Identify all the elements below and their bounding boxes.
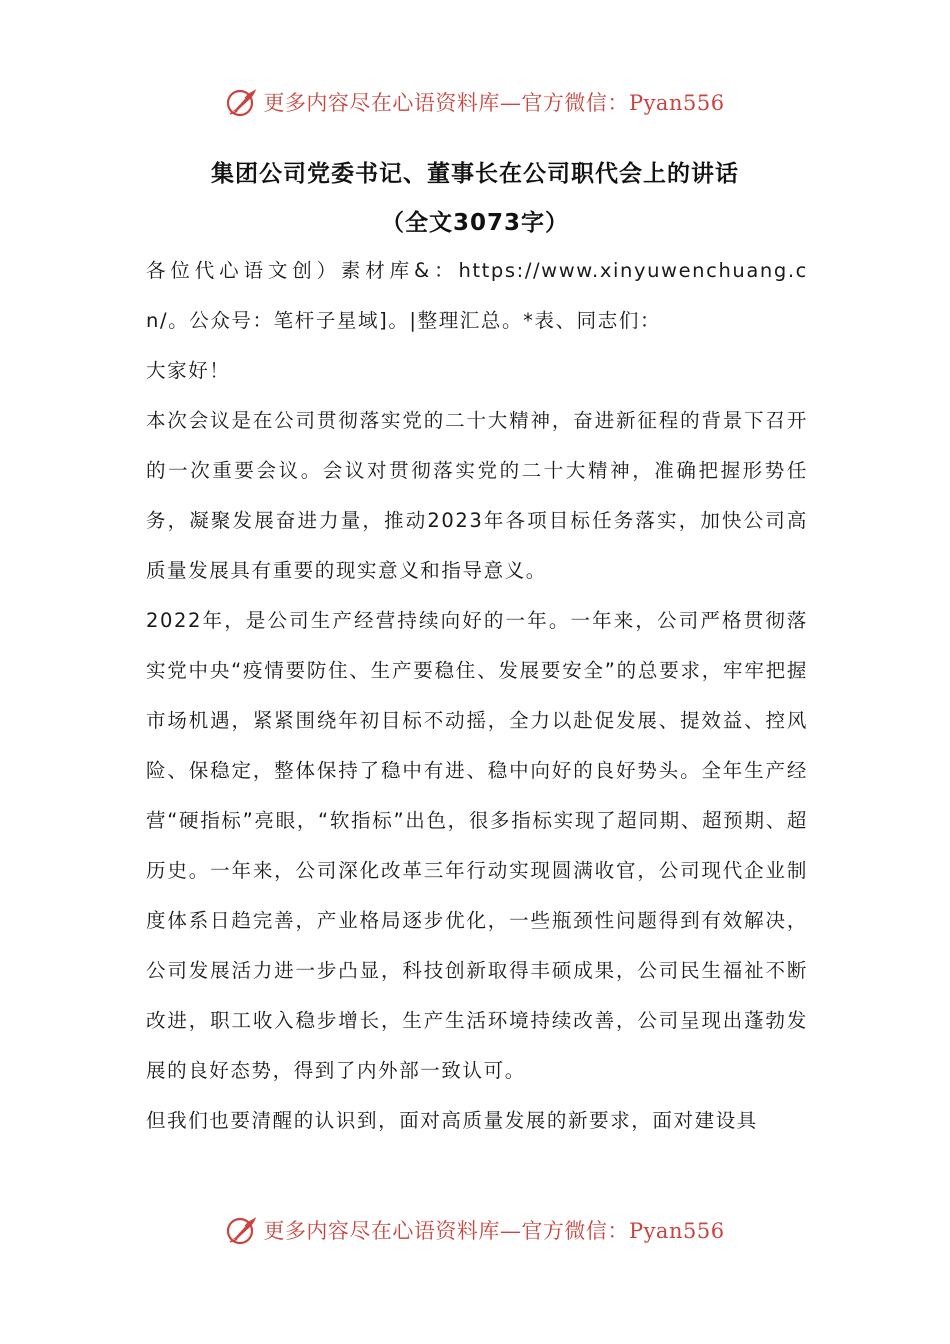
header-banner	[0, 82, 950, 122]
paragraph: 大家好！	[146, 359, 231, 382]
banner-main-text: 更多内容尽在心语资料库	[263, 91, 500, 115]
document-title: 集团公司党委书记、董事长在公司职代会上的讲话	[211, 161, 739, 187]
banner-dash: —	[499, 1219, 522, 1243]
banner-wechat-id: Pyan556	[628, 1219, 725, 1243]
banner-text	[263, 1215, 724, 1245]
banner-official-text: 官方微信：	[521, 91, 629, 115]
quill-logo-icon	[225, 1213, 259, 1247]
paragraph: 各位代心语文创）素材库&：https://www.xinyuwenchuang.cn/。公众号：笔杆子星域]。|整理汇总。*表、同志们：	[146, 259, 808, 332]
banner-main-text: 更多内容尽在心语资料库	[263, 1219, 500, 1243]
paragraph: 但我们也要清醒的认识到，面对高质量发展的新要求，面对建设具	[146, 1109, 758, 1132]
document-subtitle: （全文3073字）	[380, 210, 569, 236]
banner-text	[263, 87, 724, 117]
banner-official-text: 官方微信：	[521, 1219, 629, 1243]
banner-wechat-id: Pyan556	[628, 91, 725, 115]
quill-logo-icon	[225, 85, 259, 119]
paragraph: 本次会议是在公司贯彻落实党的二十大精神，奋进新征程的背景下召开的一次重要会议。会议对贯彻落实党的二十大精神，准确把握形势任务，凝聚发展奋进力量，推动2023年各项目标任务落实，加快公司高质量发展具有重要的现实意义和指导意义。	[146, 409, 808, 582]
footer-banner	[0, 1210, 950, 1250]
paragraph: 2022年，是公司生产经营持续向好的一年。一年来，公司严格贯彻落实党中央“疫情要防住、生产要稳住、发展要安全”的总要求，牢牢把握市场机遇，紧紧围绕年初目标不动摇，全力以赴促发展、提效益、控风险、保稳定，整体保持了稳中有进、稳中向好的良好势头。全年生产经营“硬指标”亮眼，“软指标”出色，很多指标实现了超同期、超预期、超历史。一年来，公司深化改革三年行动实现圆满收官，公司现代企业制度体系日趋完善，产业格局逐步优化，一些瓶颈性问题得到有效解决，公司发展活力进一步凸显，科技创新取得丰硕成果，公司民生福祉不断改进，职工收入稳步增长，生产生活环境持续改善，公司呈现出蓬勃发展的良好态势，得到了内外部一致认可。	[146, 609, 808, 1082]
document-body	[146, 246, 808, 1146]
banner-dash: —	[499, 91, 522, 115]
